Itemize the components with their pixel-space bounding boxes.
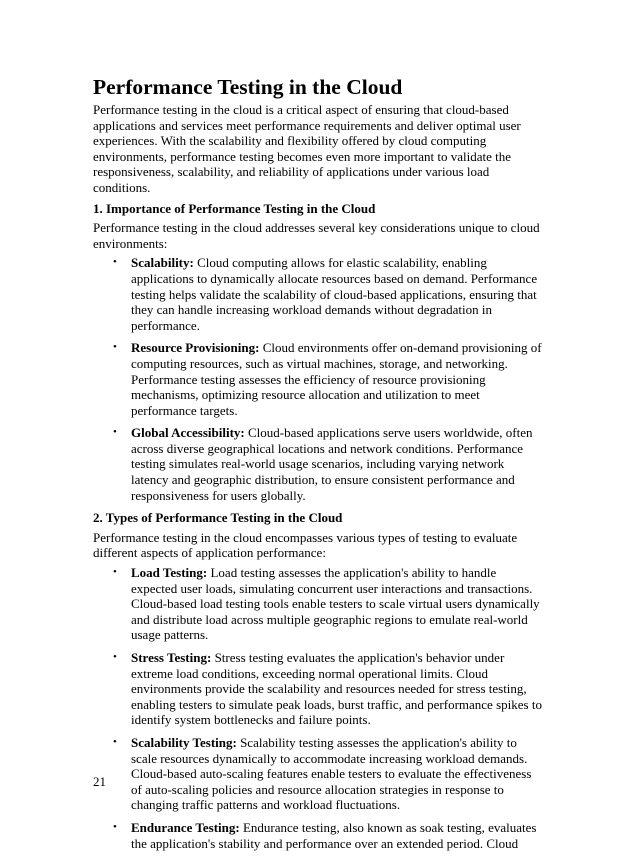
list-item-term: Scalability:	[131, 255, 194, 271]
bullet-icon: •	[113, 256, 117, 269]
list-item-term: Global Accessibility:	[131, 425, 245, 441]
list-item-scalability	[93, 255, 545, 333]
section-heading-2: 2. Types of Performance Testing in the Cloud	[93, 510, 343, 526]
list-item-text: Cloud-based applications serve users worldwide, often across diverse geographical locations and network conditions. Performance testing simulates real-world usage scenarios, including varying network latency and geographic distribution, to ensure consistent performance and responsiveness for users globally.	[131, 425, 533, 503]
page-title: Performance Testing in the Cloud	[93, 75, 403, 99]
intro-paragraph: Performance testing in the cloud is a critical aspect of ensuring that cloud-based applications and services meet performance requirements and deliver optimal user experiences. With the scalability and flexibility offered by cloud computing environments, performance testing becomes even more important to validate the responsiveness, scalability, and reliability of applications under various load conditions.	[93, 102, 521, 195]
bullet-list-1	[93, 255, 545, 503]
list-item-term: Scalability Testing:	[131, 734, 237, 750]
list-item-text: Cloud environments offer on-demand provisioning of computing resources, such as virtual machines, storage, and networking. Performance testing assesses the efficiency of resource provisioning mechanisms, optimizing resource allocation and utilization to meet performance targets.	[131, 340, 542, 418]
section-heading-1: 1. Importance of Performance Testing in the Cloud	[93, 200, 376, 216]
list-item-resource-provisioning	[93, 340, 545, 418]
bullet-icon: •	[113, 341, 117, 354]
list-item-text: Cloud computing allows for elastic scalability, enabling applications to dynamically allocate resources based on demand. Performance testing helps validate the scalability of cloud-based applications, ensuring that they can handle increasing workload demands without degradation in performance.	[131, 255, 538, 333]
list-item-term: Endurance Testing:	[131, 819, 240, 835]
list-item-term: Stress Testing:	[131, 650, 212, 665]
section-intro-1: Performance testing in the cloud addresses several key considerations unique to cloud environments:	[93, 220, 540, 251]
bullet-icon: •	[113, 566, 117, 579]
list-item-global-accessibility	[93, 425, 545, 503]
list-item-term: Load Testing:	[131, 565, 208, 581]
list-item-text: Load testing assesses the application's ability to handle expected user loads, simulating concurrent user interactions and transactions. Cloud-based load testing tools enable testers to scale virtual users dynamically and distribute load across multiple geographic regions to emulate real-world usage patterns.	[131, 565, 540, 643]
bullet-list-2	[93, 565, 545, 851]
bullet-icon: •	[113, 735, 117, 748]
page-number: 21	[93, 774, 106, 789]
bullet-icon: •	[113, 426, 117, 439]
list-item-text: Scalability testing assesses the application's ability to scale resources dynamically to accommodate increasing workload demands. Cloud-based auto-scaling features enable testers to evaluate the effectiveness of auto-scaling policies and resource allocation strategies in response to changing traffic patterns and workload fluctuations.	[131, 734, 532, 813]
list-item-scalability-testing	[93, 735, 545, 813]
list-item-stress-testing	[93, 650, 545, 728]
bullet-icon: •	[113, 651, 117, 663]
list-item-text: Stress testing evaluates the application's behavior under extreme load conditions, exceeding normal operational limits. Cloud environments provide the scalability and resources needed for stress testing, enabling testers to simulate peak loads, burst traffic, and performance spikes to identify system bottlenecks and failure points.	[131, 650, 542, 728]
list-item-load-testing	[93, 565, 545, 643]
bullet-icon: •	[113, 820, 117, 833]
list-item-text: Endurance testing, also known as soak testing, evaluates the application's stability and performance over an extended period. Cloud	[131, 819, 537, 851]
list-item-term: Resource Provisioning:	[131, 340, 260, 356]
section-intro-2: Performance testing in the cloud encompasses various types of testing to evaluate different aspects of application performance:	[93, 529, 518, 561]
list-item-endurance-testing	[93, 820, 545, 851]
document-page	[93, 74, 545, 858]
